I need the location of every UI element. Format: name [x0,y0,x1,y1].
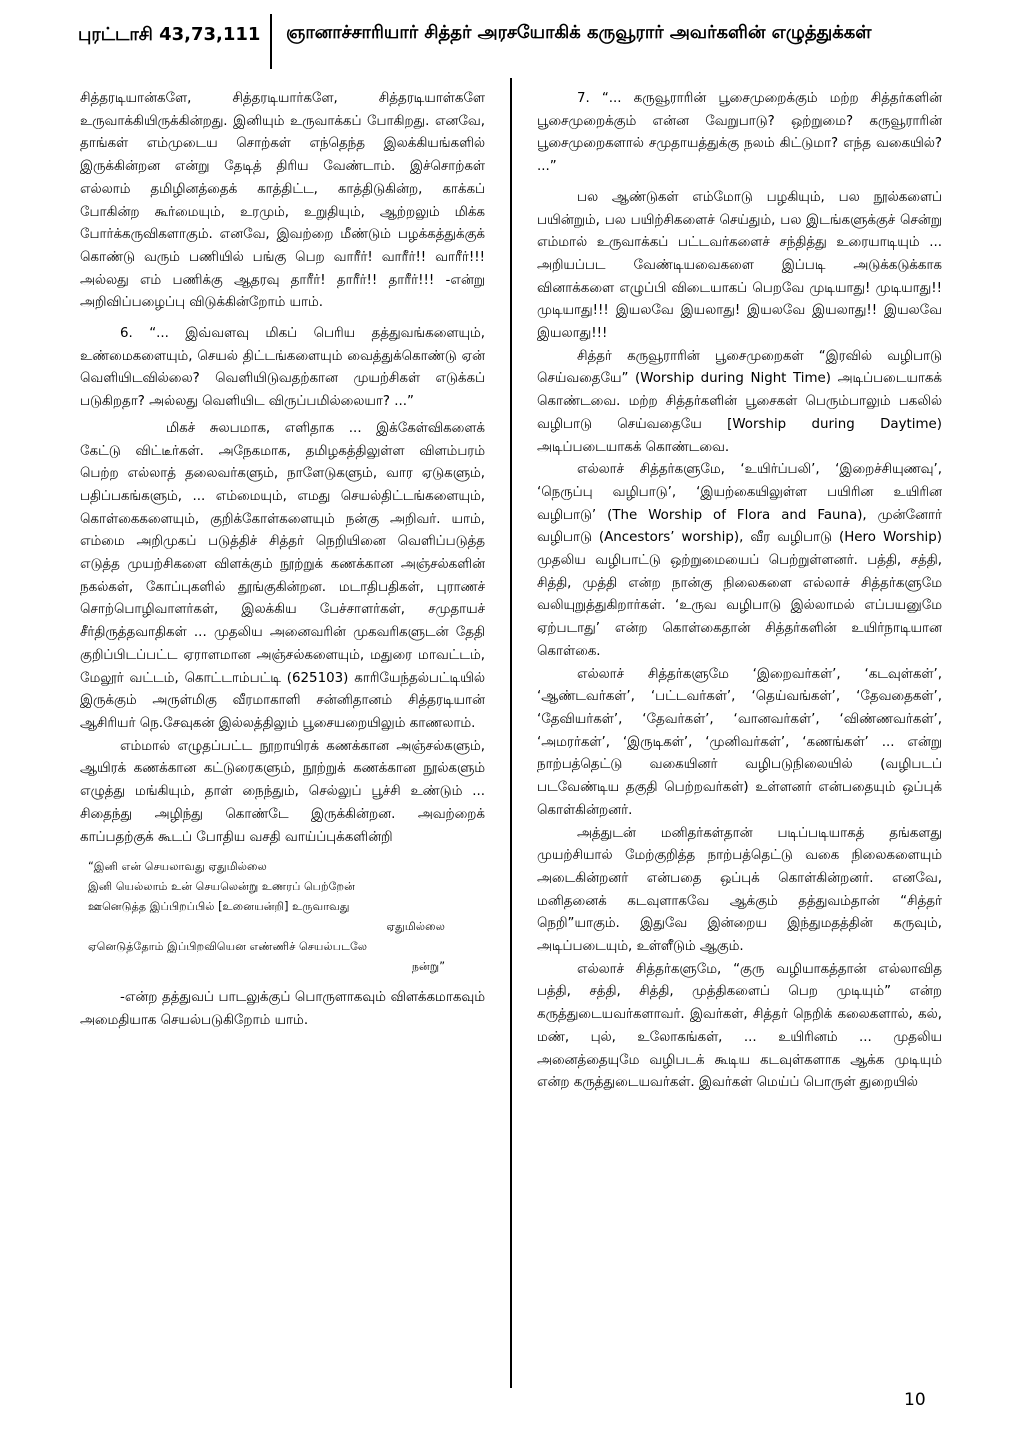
right-paragraph-7: எல்லாச் சித்தர்களுமே, “குரு வழியாகத்தான் எல்லாவித பத்தி, சத்தி, சித்தி, முத்திகளைப் பெற முடியும்” என்ற கருத்துடையவர்களாவர். இவர்கள், சித்தர் நெறிக் கலைகளால், கல், மண், புல், உலோகங்கள், ... உயிரினம் ... முதலிய அனைத்தையுமே வழிபடக் கூடிய கடவுள்களாக ஆக்க முடியும் என்ற கருத்துடையவர்கள். இவர்கள் மெய்ப் பொருள் துறையில் [537,961,942,1091]
verse-line-5: ஏனெடுத்தோம் இப்பிறவியென எண்ணிச் செயல்படலே [88,940,368,954]
verse-line-3: ஊனெடுத்த இப்பிறப்பில் [உனையன்றி] உருவாவது [88,900,350,914]
header-divider [270,14,272,69]
right-paragraph-6: அத்துடன் மனிதர்கள்தான் படிப்படியாகத் தங்களது முயற்சியால் மேற்குறித்த நாற்பத்தெட்டு வகை நிலைகளையும் அடைகின்றனர் என்பதை ஒப்புக் கொள்கின்றனர். எனவே, மனிதனைக் கடவுளாகவே ஆக்கும் தத்துவம்தான் “சித்தர் நெறி”யாகும். இதுவே இன்றைய இந்துமதத்தின் கருவும், அடிப்படையும், உள்ளீடும் ஆகும். [537,825,942,955]
left-column [80,88,485,1033]
page-header [78,14,978,54]
left-paragraph-question-6: 6. “... இவ்வளவு மிகப் பெரிய தத்துவங்களையும், உண்மைகளையும், செயல் திட்டங்களையும் வைத்துக்கொண்டு ஏன் வெளியிடவில்லை? வெளியிடுவதற்கான முயற்சிகள் எடுக்கப் படுகிறதா? அல்லது வெளியிட விருப்பமில்லையா? ...” [80,326,485,410]
right-paragraph-question-7: 7. “... கருவூராரின் பூசைமுறைக்கும் மற்ற சித்தர்களின் பூசைமுறைக்கும் என்ன வேறுபாடு? ஒற்றுமை? கருவூராரின் பூசைமுறைகளால் சமுதாயத்துக்கு நலம் கிட்டுமா? எந்த வகையில்? ...” [537,91,942,175]
issue-label: புரட்டாசி 43,73,111 [78,24,261,45]
verse-line-4: ஏதுமில்லை [386,920,445,934]
left-paragraph-1: சித்தரடியான்களே, சித்தரடியார்களே, சித்தரடியாள்களே உருவாக்கியிருக்கின்றது. இனியும் உருவாக்கப் போகிறது. எனவே, தாங்கள் எம்முடைய சொற்கள் எந்தெந்த இலக்கியங்களில் இருக்கின்றன என்று தேடித் திரிய வேண்டாம். இச்சொற்கள் எல்லாம் தமிழினத்தைக் காத்திட்ட, காத்திடுகின்ற, காக்கப் போகின்ற கூர்மையும், உரமும், உறுதியும், ஆற்றலும் மிக்க போர்க்கருவிகளாகும். எனவே, இவற்றை மீண்டும் பழக்கத்துக்குக் கொண்டு வரும் பணியில் பங்கு பெற வாரீர்! வாரீர்!! வாரீர்!!! அல்லது எம் பணிக்கு ஆதரவு தாரீர்! தாரீர்!! தாரீர்!!! -என்று அறிவிப்பழைப்பு விடுக்கின்றோம் யாம். [80,91,485,311]
verse-quote [88,857,485,977]
right-paragraph-4: எல்லாச் சித்தர்களுமே, ‘உயிர்ப்பலி’, ‘இறைச்சியுணவு’, ‘நெருப்பு வழிபாடு’, ‘இயற்கையிலுள்ள பயிரின உயிரின வழிபாடு’ (The Worship of Flora and Fauna), முன்னோர் வழிபாடு (Ancestors’ worship), வீர வழிபாடு (Hero Worship) முதலிய வழிபாட்டு ஒற்றுமையைப் பெற்றுள்ளனர். பத்தி, சத்தி, சித்தி, முத்தி என்ற நான்கு நிலைகளை எல்லாச் சித்தர்களுமே வலியுறுத்துகிறார்கள். ‘உருவ வழிபாடு இல்லாமல் எப்பயனுமே ஏற்படாது’ என்ற கொள்கைதான் சித்தர்களின் உயிர்நாடியான கொள்கை. [537,462,942,659]
page-number: 10 [904,1390,926,1410]
verse-line-2: இனி யெல்லாம் உன் செயலென்று உணரப் பெற்றேன் [88,880,355,894]
page-title: ஞானாச்சாரியார் சித்தர் அரசயோகிக் கருவூரார் அவர்களின் எழுத்துக்கள் [286,22,872,43]
verse-line-6: நன்று” [411,960,445,974]
left-paragraph-4: எம்மால் எழுதப்பட்ட நூறாயிரக் கணக்கான அஞ்சல்களும், ஆயிரக் கணக்கான கட்டுரைகளும், நூற்றுக் கணக்கான நூல்களும் எழுத்து மங்கியும், தாள் நைந்தும், செல்லுப் பூச்சி உண்டும் ... சிதைந்து அழிந்து கொண்டே இருக்கின்றன. அவற்றைக் காப்பதற்குக் கூடப் போதிய வசதி வாய்ப்புக்களின்றி [80,738,485,845]
right-paragraph-2: பல ஆண்டுகள் எம்மோடு பழகியும், பல நூல்களைப் பயின்றும், பல பயிற்சிகளைச் செய்தும், பல இடங்களுக்குச் சென்று எம்மால் உருவாக்கப் பட்டவர்களைச் சந்தித்து உரையாடியும் ... அறியப்பட வேண்டியவைகளை இப்படி அடுக்கடுக்காக வினாக்களை எழுப்பி விடையாகப் பெறவே முடியாது! முடியாது!! முடியாது!!! இயலவே இயலாது! இயலவே இயலாது!! இயலவே இயலாது!!! [537,189,942,342]
right-paragraph-3: சித்தர் கருவூராரின் பூசைமுறைகள் “இரவில் வழிபாடு செய்வதையே” (Worship during Night Time) அடிப்படையாகக் கொண்டவை. மற்ற சித்தர்களின் பூசைகள் பெரும்பாலும் பகலில் வழிபாடு செய்வதையே [Worship during Daytime) அடிப்படையாகக் கொண்டவை. [537,348,942,455]
column-divider [510,78,512,1388]
right-paragraph-5: எல்லாச் சித்தர்களுமே ‘இறைவர்கள்’, ‘கடவுள்கள்’, ‘ஆண்டவர்கள்’, ‘பட்டவர்கள்’, ‘தெய்வங்கள்’, ‘தேவதைகள்’, ‘தேவியர்கள்’, ‘தேவர்கள்’, ‘வானவர்கள்’, ‘விண்ணவர்கள்’, ‘அமரர்கள்’, ‘இருடிகள்’, ‘முனிவர்கள்’, ‘கணங்கள்’ ... என்று நாற்பத்தெட்டு வகையினர் வழிபடுநிலையில் (வழிபடப் படவேண்டிய தகுதி பெற்றவர்கள்) உள்ளனர் என்பதையும் ஒப்புக் கொள்கின்றனர். [537,666,942,818]
right-column [537,88,942,1095]
verse-line-1: “இனி என் செயலாவது ஏதுமில்லை [88,860,267,874]
left-paragraph-3: மிகச் சுலபமாக, எளிதாக ... இக்கேள்விகளைக் கேட்டு விட்டீர்கள். அநேகமாக, தமிழகத்திலுள்ள விளம்பரம் பெற்ற எல்லாத் தலைவர்களும், நாளேடுகளும், வார ஏடுகளும், பதிப்பகங்களும், ... எம்மையும், எமது செயல்திட்டங்களையும், கொள்கைகளையும், குறிக்கோள்களையும் நன்கு அறிவர். யாம், எம்மை அறிமுகப் படுத்திச் சித்தர் நெறியினை வெளிப்படுத்த எடுத்த முயற்சிகளை விளக்கும் நூற்றுக் கணக்கான அஞ்சல்களின் நகல்கள், கோப்புகளில் தூங்குகின்றன. மடாதிபதிகள், புராணச் சொற்பொழிவாளர்கள், இலக்கிய பேச்சாளர்கள், சமுதாயச் சீர்திருத்தவாதிகள் ... முதலிய அனைவரின் முகவரிகளுடன் தேதி குறிப்பிடப்பட்ட ஏராளமான அஞ்சல்களையும், மதுரை மாவட்டம், மேலூர் வட்டம், கொட்டாம்பட்டி (625103) காரியேந்தல்பட்டியில் இருக்கும் அருள்மிகு வீரமாகாளி சன்னிதானம் சித்தரடியான் ஆசிரியர் நெ.சேவுகன் இல்லத்திலும் பூசையறையிலும் காணலாம். [80,420,485,731]
left-paragraph-5: -என்ற தத்துவப் பாடலுக்குப் பொருளாகவும் விளக்கமாகவும் அமைதியாக செயல்படுகிறோம் யாம். [80,990,485,1028]
